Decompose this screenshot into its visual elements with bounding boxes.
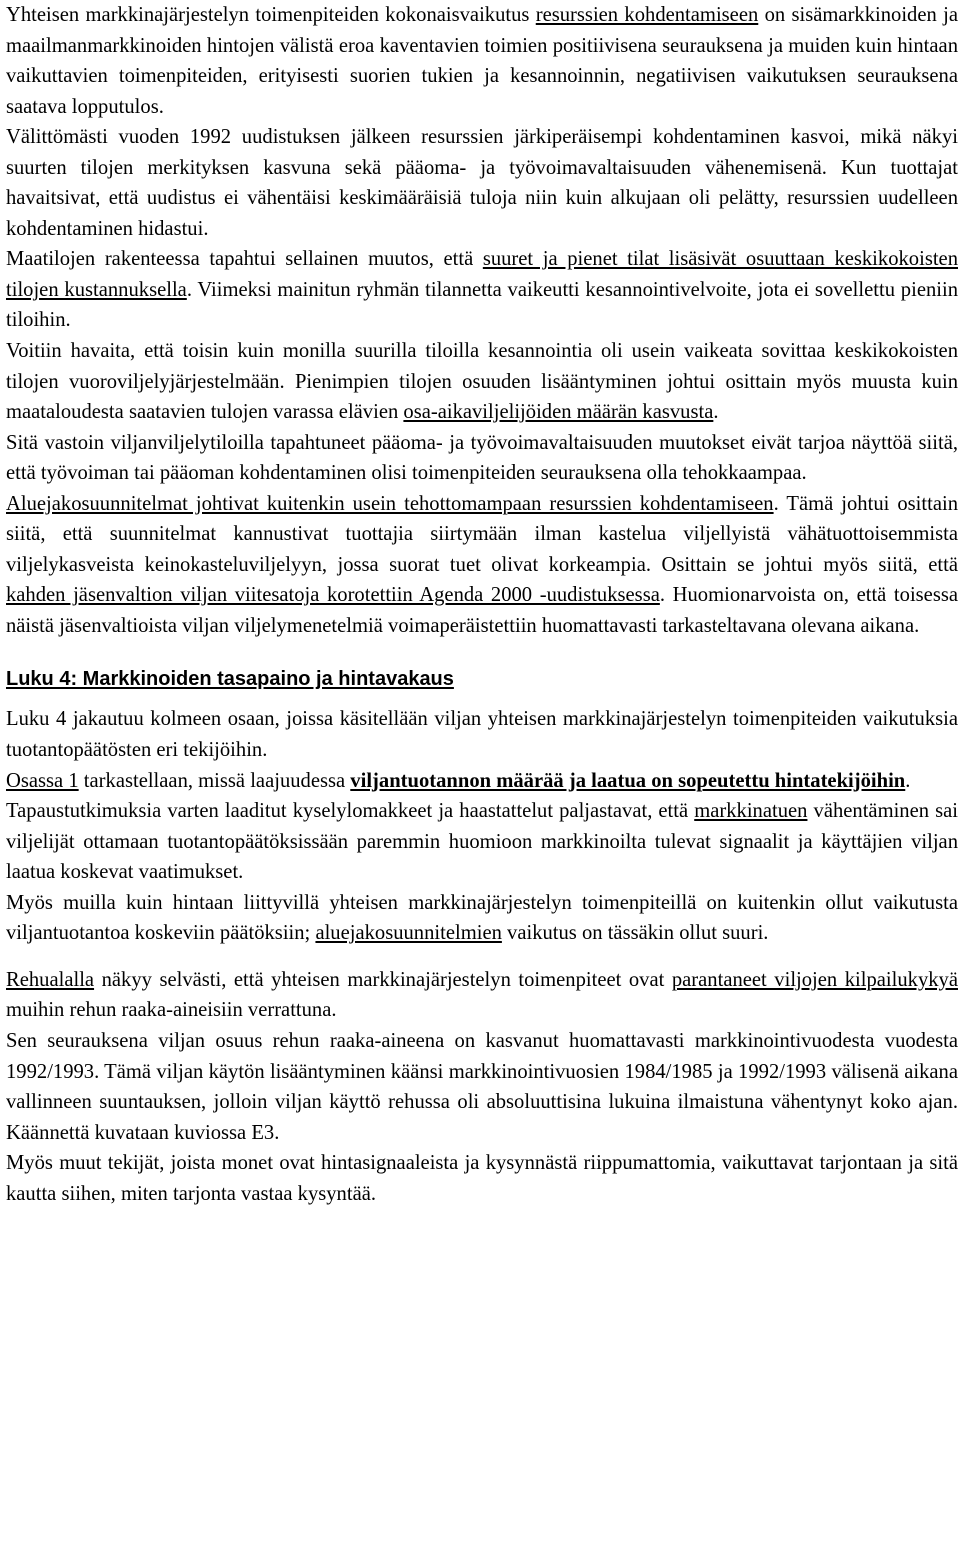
paragraph-feed-share <box>6 1026 958 1148</box>
underlined-phrase: osa-aikaviljelijöiden määrän kasvusta <box>403 401 714 424</box>
paragraph-regionalisation-plans <box>6 489 958 642</box>
paragraph-farm-structure <box>6 244 958 336</box>
chapter-heading: Luku 4: Markkinoiden tasapaino ja hintavakaus <box>6 668 454 691</box>
text-run: Maatilojen rakenteessa tapahtui sellainen muutos, että <box>6 248 483 271</box>
text-run: tarkastellaan, missä laajuudessa <box>78 769 351 792</box>
text-run: Voitiin havaita, että toisin kuin monilla suurilla tiloilla kesannointia oli usein vaikeata sovittaa keskikokoisten tilojen vuoroviljelyjärjestelmään. Pienimpien tilojen osuuden lisääntyminen johtui osittain myös muusta kuin maataloudesta saatavien tulojen varassa elävien <box>6 340 958 424</box>
text-run: Yhteisen markkinajärjestelyn toimenpiteiden kokonaisvaikutus <box>6 4 536 26</box>
text-run: muihin rehun raaka-aineisiin verrattuna. <box>6 999 337 1022</box>
text-run: näkyy selvästi, että yhteisen markkinajärjestelyn toimenpiteet ovat <box>94 968 672 991</box>
text-run: Luku 4 jakautuu kolmeen osaan, joissa käsitellään viljan yhteisen markkinajärjestelyn toimenpiteiden vaikutuksia tuotantopäätösten eri tekijöihin. <box>6 708 958 762</box>
paragraph-part-1 <box>6 766 958 797</box>
underlined-phrase: parantaneet viljojen kilpailukykyä <box>671 968 958 991</box>
text-run: on sisämarkkinoiden ja maailmanmarkkinoiden hintojen välistä eroa kaventavien toimien positiivisena seurauksena ja muiden kuin hintaan vaikuttavien toimenpiteiden, erityisesti suorien tukien ja kesannoinnin, negatiivisen vaikutuksen seurauksena saatava lopputulos. <box>6 4 958 118</box>
document-page <box>6 0 958 1209</box>
text-run: . Viimeksi mainitun ryhmän tilannetta vaikeutti kesannointivelvoite, jota ei sovellettu pieniin tiloihin. <box>6 278 958 332</box>
paragraph-case-studies <box>6 796 958 888</box>
text-run: Myös muilla kuin hintaan liittyvillä yhteisen markkinajärjestelyn toimenpiteillä on kuitenkin ollut vaikutusta viljantuotantoa koskeviin päätöksiin; <box>6 891 958 945</box>
paragraph-overall-effect <box>6 0 958 122</box>
text-run: . <box>905 769 911 792</box>
paragraph-feed-sector <box>6 965 958 1026</box>
paragraph-after-1992-reform <box>6 122 958 244</box>
underlined-phrase: aluejakosuunnitelmien <box>315 922 502 945</box>
text-run: Sitä vastoin viljanviljelytiloilla tapahtuneet pääoma- ja työvoimavaltaisuuden muutokset eivät tarjoa näyttöä siitä, että työvoiman tai pääoman kohdentaminen olisi toimenpiteiden seurauksena olla tehokkaampaa. <box>6 431 958 485</box>
text-run: . Huomionarvoista on, että toisessa näistä jäsenvaltioista viljan viljelymenetelmiä voimaperäistettiin huomattavasti tarkasteltavana olevana aikana. <box>6 584 958 637</box>
text-run: . Tämä johtui osittain siitä, että suunnitelmat kannustivat tuottajia siirtymään ilman kastelua viljellyistä vähätuottoisemmista viljelykasveista keinokasteluviljelyyn, jossa suorat tuet olivat korkeampia. Osittain se johtui myös siitä, että <box>6 492 958 576</box>
text-run: Tapaustutkimuksia varten laaditut kyselylomakkeet ja haastattelut paljastavat, että <box>6 800 695 823</box>
underlined-phrase: Rehualalla <box>6 968 95 991</box>
text-run: Sen seurauksena viljan osuus rehun raaka-aineena on kasvanut huomattavasti markkinointivuodesta vuodesta 1992/1993. Tämä viljan käytön lisääntyminen käänsi markkinointivuosien 1984/1985 ja 1992/1993 välisenä aikana vallinneen suuntauksen, jolloin viljan käyttö rehussa oli absoluuttisina lukuina ilmaistuna vähentynyt koko ajan. Käännettä kuvataan kuviossa E3. <box>6 1029 958 1144</box>
paragraph-set-aside <box>6 336 958 428</box>
text-run: Välittömästi vuoden 1992 uudistuksen jälkeen resurssien järkiperäisempi kohdentaminen kasvoi, mikä näkyi suurten tilojen merkityksen kasvuna sekä pääoma- ja työvoimavaltaisuuden vähenemisenä. Kun tuottajat havaitsivat, että uudistus ei vähentäisi keskimääräisiä tuloja niin kuin alkujaan oli pelätty, resurssien uudelleen kohdentaminen hidastui. <box>6 126 958 240</box>
paragraph-cereal-farms <box>6 428 958 489</box>
paragraph-chapter-intro <box>6 704 958 765</box>
underlined-phrase: kahden jäsenvaltion viljan viitesatoja korotettiin Agenda 2000 -uudistuksessa <box>6 584 660 607</box>
text-run: vaikutus on tässäkin ollut suuri. <box>501 922 769 945</box>
text-run: . <box>713 401 719 424</box>
text-run: vähentäminen sai viljelijät ottamaan tuotantopäätöksissään paremmin huomioon markkinoilta tulevat signaalit ja käyttäjien viljan laatua koskevat vaatimukset. <box>6 800 958 884</box>
underlined-phrase: Osassa 1 <box>6 769 79 792</box>
underlined-phrase: suuret ja pienet tilat lisäsivät osuuttaan keskikokoisten tilojen kustannuksella <box>6 248 958 301</box>
section-resource-allocation <box>6 0 958 641</box>
section-chapter-4 <box>6 704 958 1209</box>
underlined-phrase: resurssien kohdentamiseen <box>535 4 759 26</box>
underlined-phrase: markkinatuen <box>694 800 808 823</box>
underlined-phrase: Aluejakosuunnitelmat johtivat kuitenkin usein tehottomampaan resurssien kohdentamiseen <box>6 492 774 515</box>
paragraph-non-price-measures <box>6 888 958 949</box>
text-run: Myös muut tekijät, joista monet ovat hintasignaaleista ja kysynnästä riippumattomia, vaikuttavat tarjontaan ja sitä kautta siihen, miten tarjonta vastaa kysyntää. <box>6 1152 958 1205</box>
underlined-phrase: viljantuotannon määrää ja laatua on sopeutettu hintatekijöihin <box>350 769 906 792</box>
paragraph-other-factors <box>6 1148 958 1209</box>
